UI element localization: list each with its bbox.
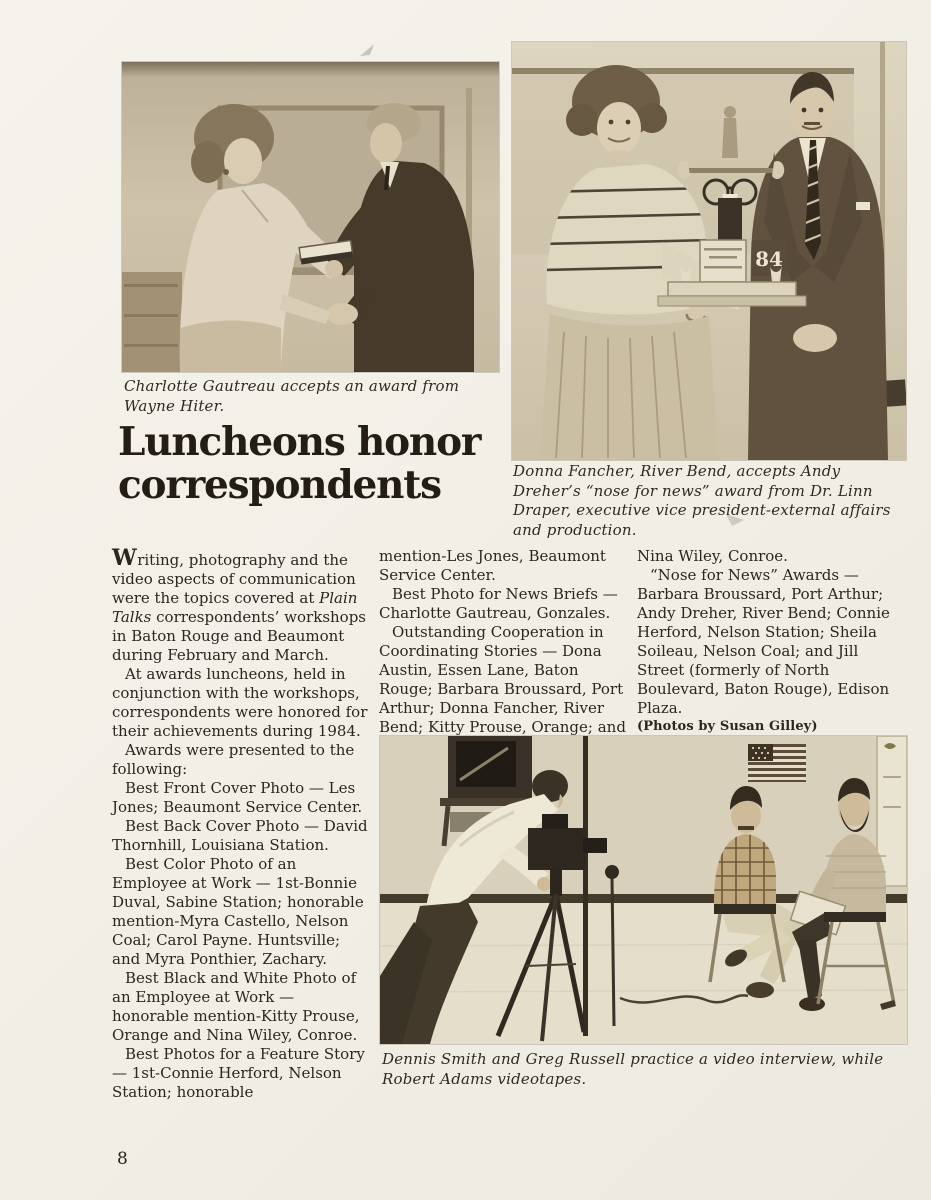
scan-smudge-artifact <box>356 42 378 58</box>
text-segment: Awards were presented to the following: <box>112 741 355 778</box>
headline-line2: correspondents <box>118 462 441 508</box>
text-segment: Best Photos for a Feature Story — 1st-Connie Herford, Nelson Station; honorable <box>112 1045 365 1101</box>
text-segment: Plain Talks <box>112 589 358 626</box>
award-handshake-illustration <box>122 62 499 372</box>
article-column-3 <box>637 547 907 736</box>
award-handshake-photo <box>122 62 499 372</box>
article-paragraph <box>112 1045 370 1102</box>
text-segment: mention-Les Jones, Beaumont Service Center. <box>379 547 606 584</box>
photo-credit <box>637 718 907 736</box>
article-paragraph <box>637 566 907 718</box>
article-paragraph <box>112 855 370 969</box>
text-segment: (Photos by Susan Gilley) <box>637 719 818 734</box>
video-photo-caption: Dennis Smith and Greg Russell practice a video interview, while Robert Adams videotapes. <box>382 1050 884 1088</box>
video-interview-illustration <box>380 736 907 1044</box>
trophy-year-label: 84 <box>755 247 783 271</box>
text-segment: At awards luncheons, held in conjunction with the workshops, correspondents were honored for their achievements during 1984. <box>112 665 368 740</box>
text-segment: Best Front Cover Photo — Les Jones; Beaumont Service Center. <box>112 779 363 816</box>
text-segment: Best Photo for News Briefs — Charlotte Gautreau, Gonzales. <box>379 585 618 622</box>
article-paragraph <box>112 741 370 779</box>
text-segment: Best Back Cover Photo — David Thornhill, Louisiana Station. <box>112 817 368 854</box>
dresser <box>122 272 182 372</box>
article-paragraph <box>112 665 370 741</box>
text-segment: Outstanding Cooperation in Coordinating Stories — Dona Austin, Essen Lane, Baton Rouge; Barbara Broussard, Port Arthur; Donna Fancher, River Bend; Kitty Prouse, Orange; and <box>379 623 626 736</box>
american-flag <box>748 744 806 782</box>
trophy-illustration <box>512 42 906 460</box>
text-segment: W <box>112 545 138 571</box>
article-column-1 <box>112 547 370 1102</box>
article-paragraph <box>637 547 907 566</box>
text-segment: Best Color Photo of an Employee at Work — 1st-Bonnie Duval, Sabine Station; honorable mention-Myra Castello, Nelson Coal; Carol Payne. Huntsville; and Myra Ponthier, Zachary. <box>112 855 364 968</box>
article-paragraph <box>112 817 370 855</box>
article-paragraph <box>379 623 629 737</box>
text-segment: Nina Wiley, Conroe. <box>637 547 788 565</box>
text-segment: “Nose for News” Awards — Barbara Broussard, Port Arthur; Andy Dreher, River Bend; Connie Herford, Nelson Station; Sheila Soileau, Nelson Coal; and Jill Street (formerly of North Boulevard, Baton Rouge), Edison Plaza. <box>637 566 890 717</box>
article-paragraph <box>112 779 370 817</box>
page-number: 8 <box>117 1149 128 1169</box>
text-segment: correspondents’ workshops in Baton Rouge and Beaumont during February and March. <box>112 608 367 664</box>
article-column-2 <box>379 547 629 737</box>
text-segment: Best Black and White Photo of an Employee at Work — honorable mention-Kitty Prouse, Orange and Nina Wiley, Conroe. <box>112 969 360 1044</box>
headline-line1: Luncheons honor <box>118 419 481 465</box>
video-interview-photo <box>380 736 907 1044</box>
trophy-photo <box>512 42 906 460</box>
article-paragraph <box>112 547 370 665</box>
award-photo-caption: Charlotte Gautreau accepts an award from Wayne Hiter. <box>124 377 460 415</box>
article-paragraph <box>379 547 629 585</box>
article-headline <box>118 421 518 507</box>
article-paragraph <box>112 969 370 1045</box>
article-paragraph <box>379 585 629 623</box>
trophy-photo-caption: Donna Fancher, River Bend, accepts Andy Dreher’s “nose for news” award from Dr. Linn Draper, executive vice president-external affairs and production. <box>513 462 891 539</box>
text-segment: riting, photography and the video aspects of communication were the topics covered at <box>112 551 356 607</box>
